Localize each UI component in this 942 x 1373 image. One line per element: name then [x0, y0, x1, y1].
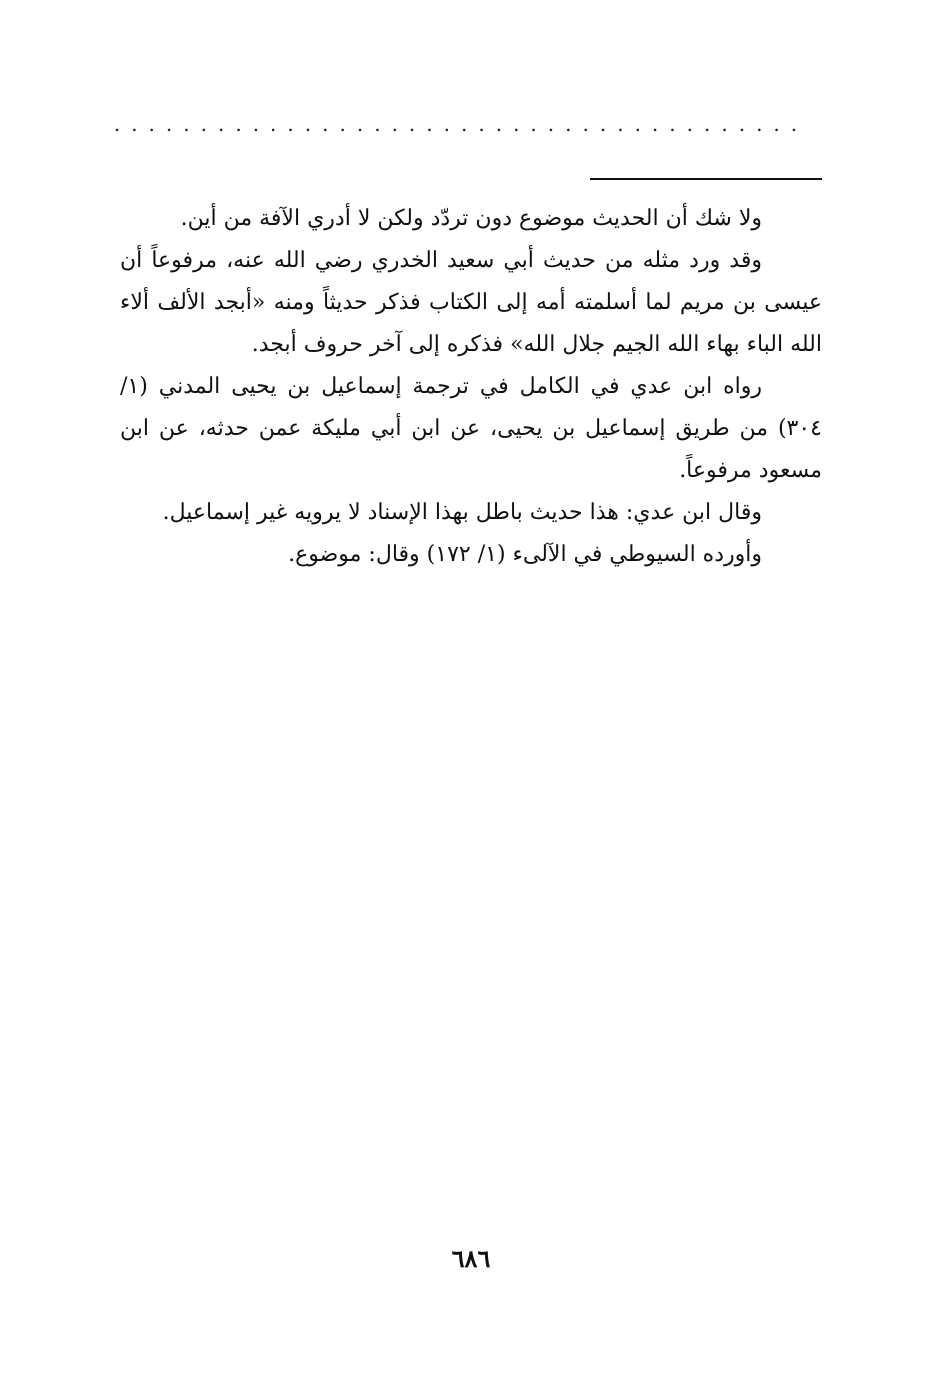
footnote-rule	[590, 178, 822, 180]
paragraph-2: وقد ورد مثله من حديث أبي سعيد الخدري رضي الله عنه، مرفوعاً أن عيسى بن مريم لما أسلمته أمه إلى الكتاب فذكر حديثاً ومنه «أبجد الألف ألاء الله الباء بهاء الله الجيم جلال الله» فذكره إلى آخر حروف أبجد.	[120, 248, 822, 357]
paragraph-5: وأورده السيوطي في الآلىء (١/ ١٧٢) وقال: موضوع.	[288, 542, 762, 567]
paragraph-3: رواه ابن عدي في الكامل في ترجمة إسماعيل بن يحيى المدني (١/ ٣٠٤) من طريق إسماعيل بن يحيى، عن ابن أبي مليكة عمن حدثه، عن ابن مسعود مرفوعاً.	[120, 374, 822, 483]
paragraph-4: وقال ابن عدي: هذا حديث باطل بهذا الإسناد لا يرويه غير إسماعيل.	[162, 500, 762, 525]
paragraph-1: ولا شك أن الحديث موضوع دون تردّد ولكن لا أدري الآفة من أين.	[180, 206, 762, 231]
dotted-separator: ........................................	[113, 116, 809, 132]
main-text	[120, 198, 822, 576]
page-number: ٦٨٦	[451, 1244, 491, 1273]
